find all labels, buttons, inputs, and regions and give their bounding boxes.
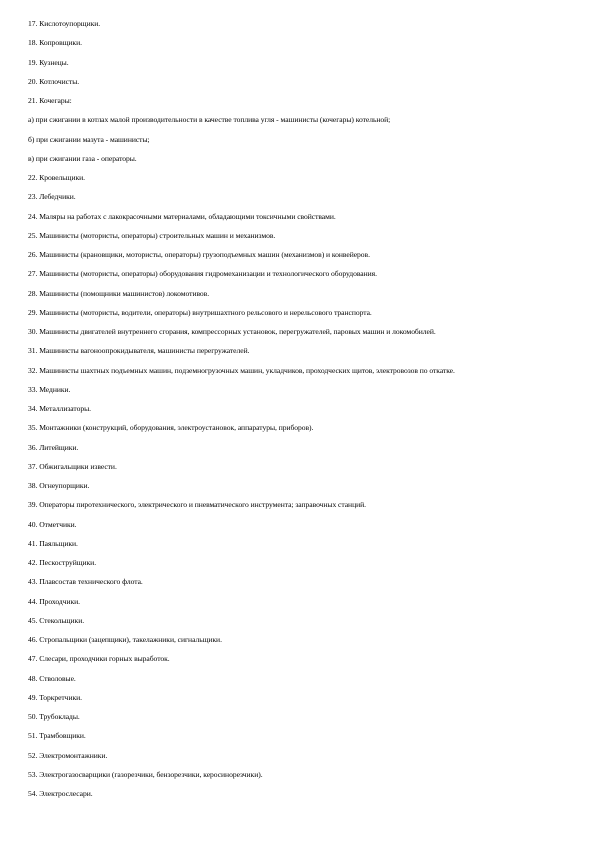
list-item: в) при сжигании газа - операторы. [28, 153, 137, 163]
list-item: а) при сжигании в котлах малой производительности в качестве топлива угля - машинисты (кочегары) котельной; [28, 115, 391, 125]
list-item: 52. Электромонтажники. [28, 750, 108, 760]
list-item: 49. Торкретчики. [28, 692, 82, 702]
list-item: 48. Стволовые. [28, 673, 76, 683]
list-item: б) при сжигании мазута - машинисты; [28, 134, 150, 144]
profession-list [28, 14, 568, 803]
list-item: 19. Кузнецы. [28, 57, 69, 67]
list-item: 20. Котлочисты. [28, 76, 80, 86]
list-item: 34. Металлизаторы. [28, 404, 91, 413]
list-item: 25. Машинисты (мотористы, операторы) строительных машин и механизмов. [28, 230, 276, 240]
list-item: 54. Электрослесари. [28, 789, 93, 798]
list-item: 26. Машинисты (крановщики, мотористы, операторы) грузоподъемных машин (механизмов) и конвейеров. [28, 250, 370, 259]
list-item: 22. Кровельщики. [28, 173, 85, 182]
list-item: 32. Машинисты шахтных подъемных машин, подземногрузочных машин, укладчиков, проходческих щитов, электровозов по откатке. [28, 365, 455, 375]
list-item: 21. Кочегары: [28, 96, 72, 105]
list-item: 47. Слесари, проходчики горных выработок. [28, 654, 170, 664]
list-item: 39. Операторы пиротехнического, электрического и пневматического инструмента; заправочных станций. [28, 500, 366, 510]
list-item: 18. Копровщики. [28, 38, 82, 48]
list-item: 44. Проходчики. [28, 596, 81, 606]
list-item: 17. Кислотоупорщики. [28, 19, 101, 28]
list-item: 41. Паяльщики. [28, 538, 78, 548]
list-item: 24. Маляры на работах с лакокрасочными материалами, обладающими токсичными свойствами. [28, 211, 336, 221]
list-item: 46. Стропальщики (зацепщики), такелажники, сигнальщики. [28, 635, 222, 644]
list-item: 45. Стекольщики. [28, 615, 85, 625]
list-item: 29. Машинисты (мотористы, водители, операторы) внутришахтного рельсового и нерельсового транспорта. [28, 307, 372, 317]
list-item: 42. Пескоструйщики. [28, 558, 97, 567]
list-item: 51. Трамбовщики. [28, 731, 86, 741]
list-item: 31. Машинисты вагоноопрокидывателя, машинисты перегружателей. [28, 346, 250, 356]
list-item: 40. Отметчики. [28, 519, 77, 529]
list-item: 23. Лебедчики. [28, 192, 76, 202]
list-item: 28. Машинисты (помощники машинистов) локомотивов. [28, 288, 210, 298]
list-item: 43. Плавсостав технического флота. [28, 577, 143, 587]
list-item: 53. Электрогазосварщики (газорезчики, бензорезчики, керосинорезчики). [28, 769, 263, 779]
list-item: 35. Монтажники (конструкций, оборудования, электроустановок, аппаратуры, приборов). [28, 423, 314, 433]
list-item: 33. Медники. [28, 384, 71, 394]
list-item: 50. Трубоклады. [28, 712, 80, 721]
list-item: 38. Огнеупорщики. [28, 481, 90, 490]
list-item: 37. Обжигальщики извести. [28, 461, 117, 471]
list-item: 27. Машинисты (мотористы, операторы) оборудования гидромеханизации и технологического оборудования. [28, 269, 377, 279]
list-item: 30. Машинисты двигателей внутреннего сгорания, компрессорных установок, перегружателей, паровых машин и локомобилей. [28, 327, 436, 336]
list-item: 36. Литейщики. [28, 442, 79, 452]
